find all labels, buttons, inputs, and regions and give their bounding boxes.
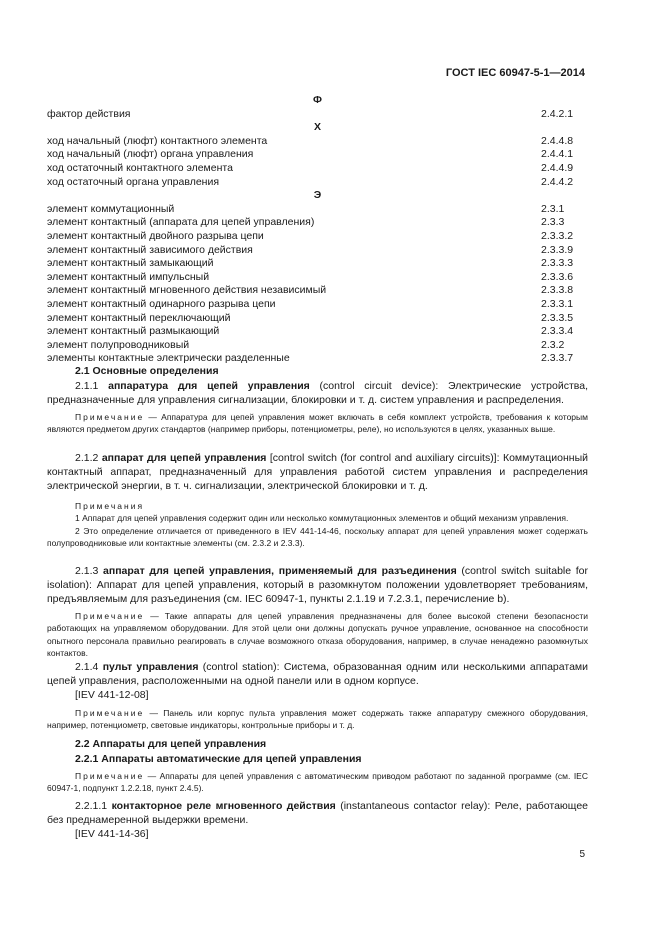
notes-2-1-2 [47, 500, 588, 549]
index-term: ход начальный (люфт) контактного элемента [47, 134, 268, 147]
section-heading-2-2-1: 2.2.1 Аппараты автоматические для цепей управления [75, 753, 362, 765]
index-entry [47, 230, 588, 244]
index-entry [47, 257, 588, 271]
index-term: элемент коммутационный [47, 202, 175, 215]
index-term: элемент контактный зависимого действия [47, 243, 253, 256]
index-term: элемент контактный переключающий [47, 311, 231, 324]
index-term: элемент контактный мгновенного действия независимый [47, 284, 327, 297]
note-text: — Панель или корпус пульта управления может содержать также аппаратуру смежного оборудования, например, потенциометр, световые индикаторы, контрольные приборы и т. д. [47, 708, 588, 731]
note-label: Примечание [75, 412, 145, 422]
index-entry [47, 284, 588, 298]
index-entry [47, 216, 588, 230]
note-2-1-3 [47, 610, 588, 659]
index-term: элемент контактный двойного разрыва цепи [47, 229, 264, 242]
index-entry [47, 162, 588, 176]
index-term: ход остаточный контактного элемента [47, 161, 233, 174]
index-letter: Э [313, 189, 322, 202]
index-entry [47, 339, 588, 353]
defined-term: аппаратура для цепей управления [108, 380, 310, 392]
note-item: 2 Это определение отличается от приведенного в IEV 441-14-46, поскольку аппарат для цепей управления может содержать полупроводниковые или контактные элементы (см. 2.3.2 и 2.3.3). [47, 525, 588, 548]
note-label: Примечание [75, 771, 145, 781]
note-text: — Аппаратура для цепей управления может включать в себя комплект устройств, требования к которым являются предметом других стандартов (например приборы, потенциометры, реле), но используются в целях, указанных выше. [47, 412, 588, 435]
clause-number: 2.1.4 [75, 661, 99, 673]
index-ref: 2.4.4.1 [541, 148, 574, 161]
defined-term: контакторное реле мгновенного действия [111, 800, 336, 812]
index-ref: 2.3.3.6 [541, 270, 574, 283]
note-item: 1 Аппарат для цепей управления содержит один или несколько коммутационных элементов и общий механизм управления. [75, 513, 569, 524]
index-ref: 2.3.3 [541, 216, 565, 229]
index-ref: 2.3.2 [541, 338, 565, 351]
index-term: элемент контактный импульсный [47, 270, 210, 283]
index-letter: Ф [313, 94, 322, 106]
index-ref: 2.3.3.1 [541, 297, 574, 310]
index-entry [47, 176, 588, 190]
index-entry [47, 108, 588, 122]
index-term: элемент контактный замыкающий [47, 257, 214, 270]
clause-number: 2.2.1.1 [75, 800, 108, 812]
index-entry [47, 148, 588, 162]
note-label: Примечание [75, 708, 145, 718]
index-ref: 2.3.3.8 [541, 284, 574, 297]
defined-term: аппарат для цепей управления [101, 452, 267, 464]
note-label: Примечание [75, 611, 145, 621]
section-heading-2-2: 2.2 Аппараты для цепей управления [75, 738, 267, 750]
index-ref: 2.3.3.7 [541, 352, 574, 365]
index-term: фактор действия [47, 107, 131, 120]
index-ref: 2.4.4.8 [541, 134, 574, 147]
index-ref: 2.3.3.5 [541, 311, 574, 324]
index-entry [47, 271, 588, 285]
note-2-1-1 [47, 411, 588, 436]
index-term: элемент контактный размыкающий [47, 325, 220, 338]
defined-term: аппарат для цепей управления, применяемый для разъединения [103, 565, 457, 577]
index-ref: 2.3.1 [541, 202, 565, 215]
note-2-1-4 [47, 707, 588, 732]
note-2-2-1 [47, 770, 588, 795]
definition-text: (instantaneous contactor relay): Реле, работающее без преднамеренной выдержки времени. [47, 800, 589, 826]
notes-label: Примечания [75, 501, 145, 511]
index-entry [47, 298, 588, 312]
index-ref: 2.3.3.4 [541, 325, 574, 338]
index-ref: 2.3.3.9 [541, 243, 574, 256]
index-ref: 2.3.3.3 [541, 257, 574, 270]
definition-2-2-1-1 [47, 799, 588, 841]
definition-text: (control station): Система, образованная одним или несколькими аппаратами цепей управления, расположенными на одной панели или в одном корпусе. [47, 661, 588, 687]
definition-2-1-4 [47, 660, 588, 702]
index-term: элемент контактный одинарного разрыва цепи [47, 297, 276, 310]
definition-2-1-2 [47, 451, 588, 493]
definition-2-1-1 [47, 379, 588, 407]
iev-reference: [IEV 441-14-36] [75, 828, 149, 840]
definition-2-1-3 [47, 564, 588, 606]
index-ref: 2.4.2.1 [541, 107, 574, 120]
index-term: элемент контактный (аппарата для цепей управления) [47, 216, 315, 229]
alphabetical-index [47, 94, 588, 366]
index-letter: Х [313, 121, 321, 134]
clause-number: 2.1.2 [75, 452, 99, 464]
index-entry [47, 325, 588, 339]
index-ref: 2.4.4.9 [541, 161, 574, 174]
index-term: ход начальный (люфт) органа управления [47, 148, 254, 161]
index-entry [47, 135, 588, 149]
index-entry [47, 312, 588, 326]
definition-text: (control circuit device): Электрические устройства, предназначенные для управления сигнализации, блокировки и т. д. систем управления и распределения. [47, 380, 589, 406]
index-term: элементы контактные электрически разделенные [47, 352, 290, 365]
index-entry [47, 203, 588, 217]
note-text: — Аппараты для цепей управления с автоматическим приводом работают по заданной программе (см. IEC 60947-1, подпункт 1.2.2.18, пункт 2.4.5). [47, 771, 588, 794]
clause-number: 2.1.1 [75, 380, 99, 392]
index-term: ход остаточный органа управления [47, 175, 220, 188]
definition-text: (control switch suitable for isolation): Аппарат для цепей управления, который в разомкнутом положении удовлетворяет требованиям, предъявляемым для разъединения (см. IEC 60947-1, пункты 2.1.19 и 7.2.3.1, перечисление b). [47, 565, 588, 605]
index-ref: 2.3.3.2 [541, 229, 574, 242]
page-number: 5 [579, 849, 585, 860]
iev-reference: [IEV 441-12-08] [75, 689, 149, 701]
section-heading-2-1: 2.1 Основные определения [75, 365, 219, 377]
index-ref: 2.4.4.2 [541, 175, 574, 188]
definition-text: [control switch (for control and auxiliary circuits)]: Коммутационный контактный аппарат, предназначенный для управления работой систем управления и распределения электрической энергии, в т. ч. сигнализации, электрической блокировки и т. д. [47, 452, 589, 492]
index-entry [47, 244, 588, 258]
document-code: ГОСТ IEC 60947-5-1—2014 [445, 67, 585, 79]
defined-term: пульт управления [102, 661, 199, 673]
note-text: — Такие аппараты для цепей управления предназначены для более высокой степени безопасности работающих на управляемом оборудовании. Для этой цели они должны допускать ручное управление, основанное на способности опытного персонала правильно реагировать в случае возможного отказа оборудования, например, в случае ненадежно разомкнутых контактов. [47, 611, 588, 658]
index-term: элемент полупроводниковый [47, 338, 190, 351]
clause-number: 2.1.3 [75, 565, 99, 577]
